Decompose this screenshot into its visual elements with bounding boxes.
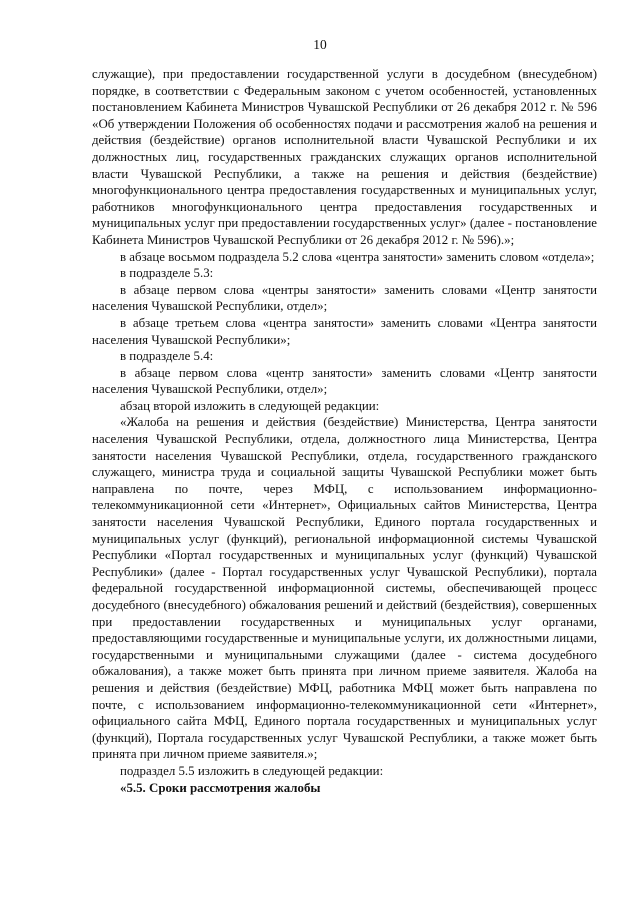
paragraph-10: подраздел 5.5 изложить в следующей редакции: bbox=[120, 763, 384, 778]
section-heading: «5.5. Сроки рассмотрения жалобы bbox=[120, 780, 321, 795]
document-body bbox=[92, 66, 597, 796]
paragraph-8: абзац второй изложить в следующей редакции: bbox=[120, 398, 380, 413]
paragraph-6: в подразделе 5.4: bbox=[120, 349, 214, 364]
paragraph-5: в абзаце третьем слова «центра занятости» заменить словами «Центра занятости населения Чувашской Республики»; bbox=[92, 315, 597, 347]
paragraph-9: «Жалоба на решения и действия (бездействие) Министерства, Центра занятости населения Чувашской Республики, отдела, должностного лица Министерства, Центра занятости населения Чувашской Республики, отдела, государственного гражданского служащего, министра труда и социальной защиты Чувашской Республики может быть направлена по почте, через МФЦ, с использованием информационно-телекоммуникационной сети «Интернет», Официальных сайтов Министерства, Центра занятости населения Чувашской Республики, Единого портала государственных и муниципальных услуг (функций), региональной информационной системы Чувашской Республики «Портал государственных и муниципальных услуг (функций) Чувашской Республики» (далее - Портал государственных услуг Чувашской Республики), портала федеральной государственной информационной системы, обеспечивающей процесс досудебного (внесудебного) обжалования решений и действий (бездействия), совершенных при предоставлении государственных и муниципальных услуг органами, предоставляющими государственные и муниципальные услуги, их должностными лицами, государственными и муниципальными служащими (далее - система досудебного обжалования), а также может быть принята при личном приеме заявителя. Жалоба на решения и действия (бездействие) МФЦ, работника МФЦ может быть направлена по почте, с использованием информационно-телекоммуникационной сети «Интернет», официального сайта МФЦ, Единого портала государственных и муниципальных услуг (функций), Портала государственных услуг Чувашской Республики, а также может быть принята при личном приеме заявителя.»; bbox=[92, 415, 597, 762]
page-number: 10 bbox=[313, 37, 327, 52]
paragraph-4: в абзаце первом слова «центры занятости» заменить словами «Центр занятости населения Чувашской Республики, отдел»; bbox=[92, 282, 597, 314]
paragraph-3: в подразделе 5.3: bbox=[120, 266, 214, 281]
paragraph-1: служащие), при предоставлении государственной услуги в досудебном (внесудебном) порядке, в соответствии с Федеральным законом с учетом особенностей, установленных постановлением Кабинета Министров Чувашской Республики от 26 декабря 2012 г. № 596 «Об утверждении Положения об особенностях подачи и рассмотрения жалоб на решения и действия (бездействие) органов исполнительной власти Чувашской Республики и их должностных лиц, государственных гражданских служащих органов исполнительной власти Чувашской Республики, а также на решения и действия (бездействие) многофункционального центра предоставления государственных и муниципальных услуг, работников многофункционального центра предоставления государственных и муниципальных услуг при предоставлении государственных услуг» (далее - постановление Кабинета Министров Чувашской Республики от 26 декабря 2012 г. № 596).»; bbox=[92, 67, 597, 247]
paragraph-2: в абзаце восьмом подраздела 5.2 слова «центра занятости» заменить словом «отдела»; bbox=[120, 249, 595, 264]
paragraph-7: в абзаце первом слова «центр занятости» заменить словами «Центр занятости населения Чувашской Республики, отдел»; bbox=[92, 365, 597, 397]
